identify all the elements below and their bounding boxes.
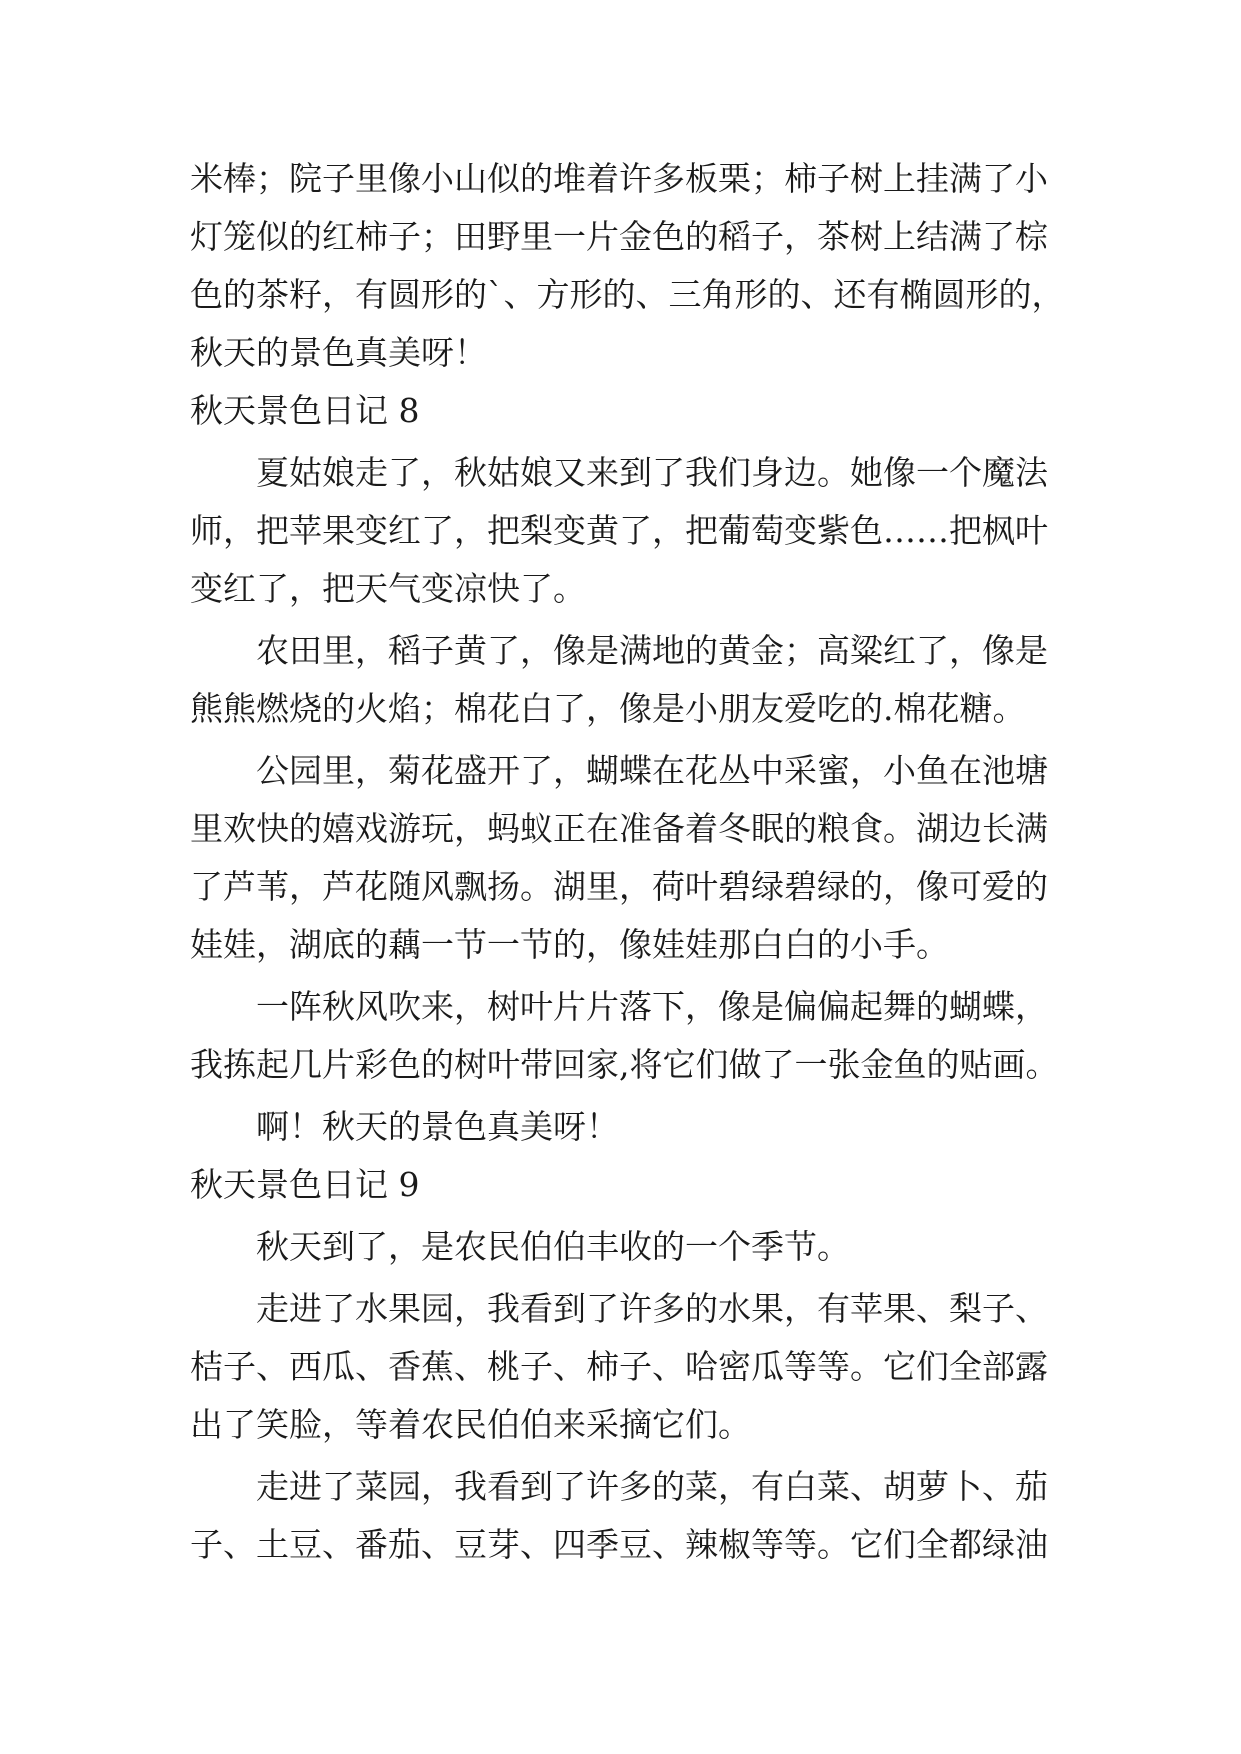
paragraph-line: 色的茶籽，有圆形的`、方形的、三角形的、还有椭圆形的，	[190, 275, 1065, 314]
paragraph-line: 桔子、西瓜、香蕉、桃子、柿子、哈密瓜等等。它们全部露	[190, 1347, 1048, 1386]
paragraph-line: 熊熊燃烧的火焰；棉花白了，像是小朋友爱吃的.棉花糖。	[190, 689, 1026, 728]
section-heading: 秋天景色日记 8	[190, 391, 420, 430]
paragraph-line: 师，把苹果变红了，把梨变黄了，把葡萄变紫色……把枫叶	[190, 511, 1048, 550]
paragraph-line: 一阵秋风吹来，树叶片片落下，像是偏偏起舞的蝴蝶，	[256, 987, 1048, 1026]
section-heading: 秋天景色日记 9	[190, 1165, 420, 1204]
document-body	[190, 150, 1070, 1574]
paragraph-line: 娃娃，湖底的藕一节一节的，像娃娃那白白的小手。	[190, 925, 949, 964]
paragraph-line: 子、土豆、番茄、豆芽、四季豆、辣椒等等。它们全都绿油	[190, 1525, 1048, 1564]
paragraph-line: 公园里，菊花盛开了，蝴蝶在花丛中采蜜，小鱼在池塘	[256, 751, 1048, 790]
paragraph-line: 米棒；院子里像小山似的堆着许多板栗；柿子树上挂满了小	[190, 159, 1048, 198]
paragraph-line: 我拣起几片彩色的树叶带回家,将它们做了一张金鱼的贴画。	[190, 1045, 1059, 1084]
paragraph-line: 农田里，稻子黄了，像是满地的黄金；高粱红了，像是	[256, 631, 1048, 670]
paragraph-line: 出了笑脸，等着农民伯伯来采摘它们。	[190, 1405, 751, 1444]
paragraph-line: 灯笼似的红柿子；田野里一片金色的稻子，茶树上结满了棕	[190, 217, 1048, 256]
paragraph-line: 了芦苇，芦花随风飘扬。湖里，荷叶碧绿碧绿的，像可爱的	[190, 867, 1048, 906]
paragraph-line: 变红了，把天气变凉快了。	[190, 569, 586, 608]
paragraph-line: 秋天的景色真美呀！	[190, 333, 487, 372]
paragraph-line: 走进了菜园，我看到了许多的菜，有白菜、胡萝卜、茄	[256, 1467, 1048, 1506]
paragraph-line: 走进了水果园，我看到了许多的水果，有苹果、梨子、	[256, 1289, 1048, 1328]
paragraph-line: 里欢快的嬉戏游玩，蚂蚁正在准备着冬眠的粮食。湖边长满	[190, 809, 1048, 848]
paragraph-line: 夏姑娘走了，秋姑娘又来到了我们身边。她像一个魔法	[256, 453, 1048, 492]
paragraph-line: 啊！秋天的景色真美呀！	[256, 1107, 619, 1146]
paragraph-line: 秋天到了，是农民伯伯丰收的一个季节。	[256, 1227, 850, 1266]
